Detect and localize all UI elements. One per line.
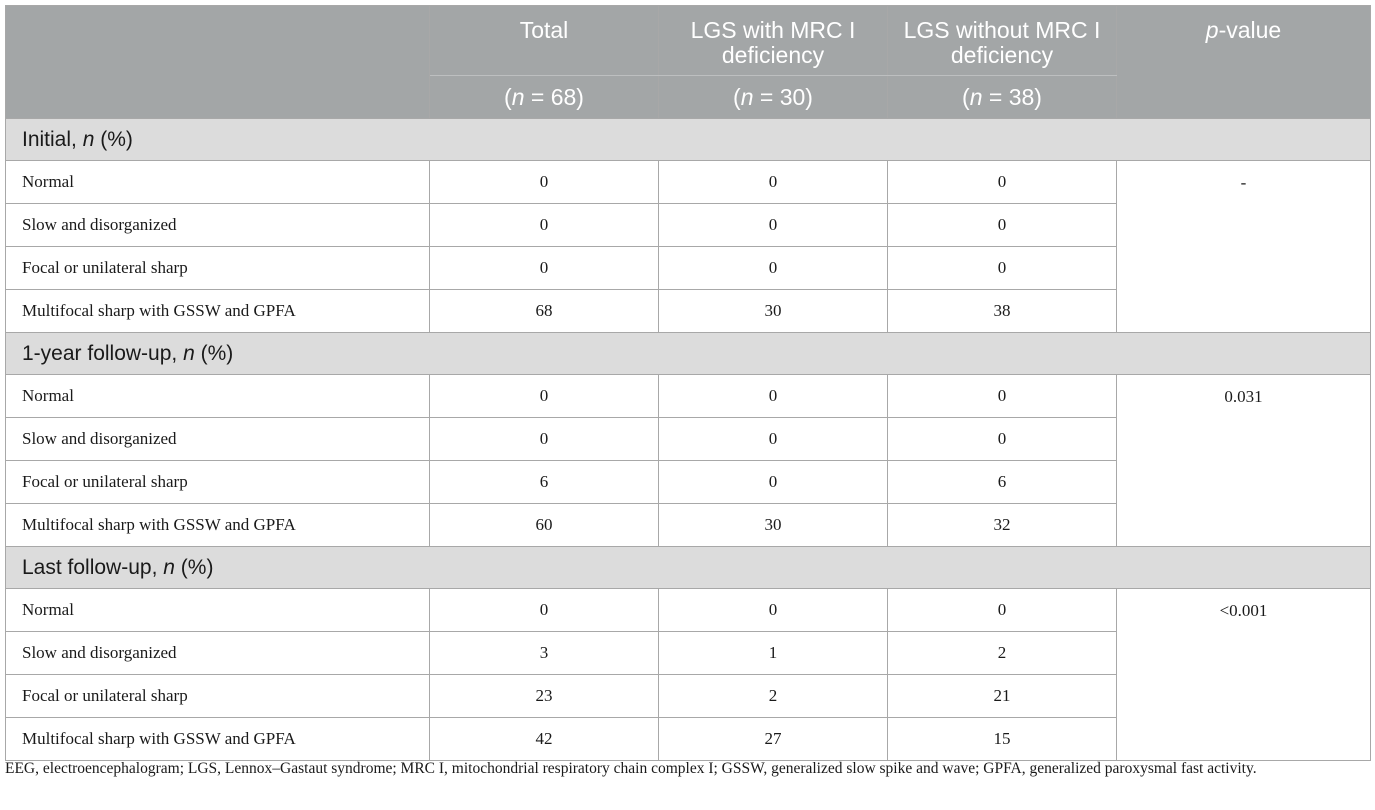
cell-without-mrc: 0 [888, 161, 1117, 204]
cell-p-value: 0.031 [1117, 375, 1371, 547]
section-title: 1-year follow-up, n (%) [6, 333, 1371, 375]
cell-without-mrc: 32 [888, 504, 1117, 547]
header-without-mrc: LGS without MRC I deficiency [888, 6, 1117, 76]
cell-with-mrc: 27 [659, 718, 888, 761]
section-header-1-year [6, 333, 1371, 375]
cell-with-mrc: 0 [659, 461, 888, 504]
cell-total: 0 [430, 247, 659, 290]
cell-without-mrc: 21 [888, 675, 1117, 718]
cell-with-mrc: 0 [659, 375, 888, 418]
cell-total: 42 [430, 718, 659, 761]
row-label: Focal or unilateral sharp [6, 247, 430, 290]
header-total: Total [430, 6, 659, 76]
section-title: Initial, n (%) [6, 119, 1371, 161]
header-blank-cell [6, 6, 430, 119]
cell-with-mrc: 0 [659, 418, 888, 461]
header-with-mrc: LGS with MRC I deficiency [659, 6, 888, 76]
header-without-mrc-n: (n = 38) [888, 76, 1117, 119]
cell-with-mrc: 30 [659, 504, 888, 547]
row-label: Normal [6, 589, 430, 632]
cell-without-mrc: 0 [888, 418, 1117, 461]
header-with-mrc-n: (n = 30) [659, 76, 888, 119]
cell-without-mrc: 15 [888, 718, 1117, 761]
cell-total: 0 [430, 204, 659, 247]
row-label: Slow and disorganized [6, 418, 430, 461]
header-total-n: (n = 68) [430, 76, 659, 119]
row-label: Multifocal sharp with GSSW and GPFA [6, 504, 430, 547]
table-footnote: EEG, electroencephalogram; LGS, Lennox–Gastaut syndrome; MRC I, mitochondrial respiratory chain complex I; GSSW, generalized slow spike and wave; GPFA, generalized paroxysmal fast activity. [5, 760, 1257, 777]
cell-with-mrc: 30 [659, 290, 888, 333]
cell-total: 3 [430, 632, 659, 675]
cell-without-mrc: 0 [888, 247, 1117, 290]
cell-total: 0 [430, 589, 659, 632]
eeg-findings-table [5, 5, 1371, 761]
cell-without-mrc: 38 [888, 290, 1117, 333]
cell-total: 68 [430, 290, 659, 333]
section-header-last [6, 547, 1371, 589]
cell-without-mrc: 6 [888, 461, 1117, 504]
cell-with-mrc: 2 [659, 675, 888, 718]
table-row [6, 161, 1371, 204]
table-header [6, 6, 1371, 119]
cell-without-mrc: 0 [888, 204, 1117, 247]
row-label: Focal or unilateral sharp [6, 461, 430, 504]
row-label: Normal [6, 375, 430, 418]
cell-without-mrc: 2 [888, 632, 1117, 675]
row-label: Multifocal sharp with GSSW and GPFA [6, 290, 430, 333]
cell-total: 60 [430, 504, 659, 547]
row-label: Normal [6, 161, 430, 204]
cell-without-mrc: 0 [888, 375, 1117, 418]
row-label: Focal or unilateral sharp [6, 675, 430, 718]
cell-total: 0 [430, 161, 659, 204]
row-label: Slow and disorganized [6, 204, 430, 247]
cell-with-mrc: 1 [659, 632, 888, 675]
section-header-initial [6, 119, 1371, 161]
table-row [6, 589, 1371, 632]
cell-with-mrc: 0 [659, 161, 888, 204]
header-p-value: p-value [1117, 6, 1371, 119]
row-label: Slow and disorganized [6, 632, 430, 675]
table-row [6, 375, 1371, 418]
cell-total: 0 [430, 375, 659, 418]
cell-p-value: - [1117, 161, 1371, 333]
cell-with-mrc: 0 [659, 204, 888, 247]
cell-with-mrc: 0 [659, 247, 888, 290]
section-title: Last follow-up, n (%) [6, 547, 1371, 589]
cell-total: 0 [430, 418, 659, 461]
row-label: Multifocal sharp with GSSW and GPFA [6, 718, 430, 761]
cell-with-mrc: 0 [659, 589, 888, 632]
cell-p-value: <0.001 [1117, 589, 1371, 761]
cell-total: 6 [430, 461, 659, 504]
cell-total: 23 [430, 675, 659, 718]
cell-without-mrc: 0 [888, 589, 1117, 632]
